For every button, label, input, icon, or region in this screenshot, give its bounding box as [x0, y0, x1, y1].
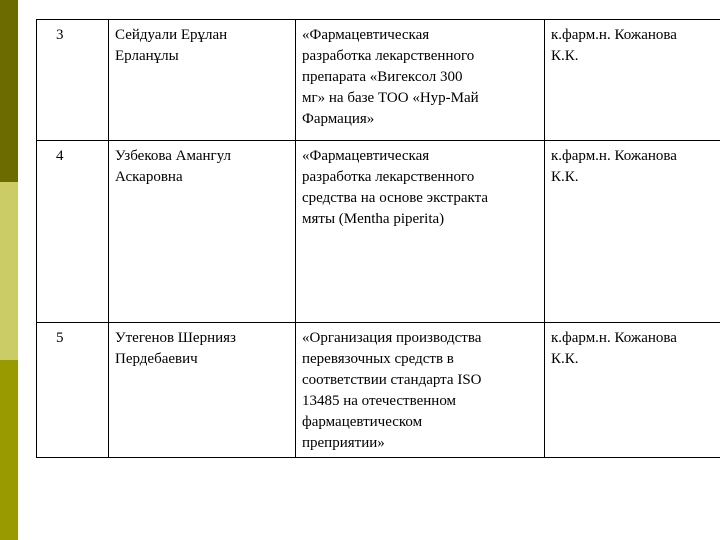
topic-line: соответствии стандарта ISO: [302, 372, 482, 388]
thesis-topic: [296, 141, 545, 323]
table-row: [37, 20, 720, 141]
students-table: [36, 19, 720, 458]
sidebar-stripe: [0, 0, 18, 540]
sidebar-segment-olive: [0, 360, 18, 540]
topic-line: мяты (Mentha piperita): [302, 211, 445, 227]
row-number: 3: [37, 20, 109, 141]
supervisor-line: К.К.: [551, 351, 579, 367]
student-name-line: Аскаровна: [115, 169, 183, 185]
topic-line: фармацевтическом: [302, 414, 423, 430]
sidebar-segment-dark: [0, 0, 18, 182]
student-name-line: Ерланұлы: [115, 48, 179, 64]
student-name: [109, 323, 296, 458]
supervisor-line: к.фарм.н. Кожанова: [551, 330, 677, 346]
supervisor-line: К.К.: [551, 169, 579, 185]
topic-line: «Фармацевтическая: [302, 27, 430, 43]
student-name: [109, 141, 296, 323]
student-name: [109, 20, 296, 141]
topic-line: 13485 на отечественном: [302, 393, 457, 409]
topic-line: мг» на базе ТОО «Нур-Май: [302, 90, 479, 106]
supervisor-line: К.К.: [551, 48, 579, 64]
topic-line: Фармация»: [302, 111, 375, 127]
supervisor: [545, 20, 720, 141]
student-name-line: Утегенов Шернияз: [115, 330, 236, 346]
row-number: 5: [37, 323, 109, 458]
table-row: [37, 323, 720, 458]
supervisor: [545, 323, 720, 458]
topic-line: разработка лекарственного: [302, 169, 475, 185]
topic-line: «Организация производства: [302, 330, 482, 346]
topic-line: средства на основе экстракта: [302, 190, 489, 206]
supervisor-line: к.фарм.н. Кожанова: [551, 27, 677, 43]
topic-line: перевязочных средств в: [302, 351, 454, 367]
topic-line: препарата «Вигексол 300: [302, 69, 463, 85]
thesis-topic: [296, 323, 545, 458]
student-name-line: Узбекова Амангул: [115, 148, 232, 164]
thesis-topic: [296, 20, 545, 141]
student-name-line: Пердебаевич: [115, 351, 198, 367]
topic-line: «Фармацевтическая: [302, 148, 430, 164]
topic-line: разработка лекарственного: [302, 48, 475, 64]
supervisor-line: к.фарм.н. Кожанова: [551, 148, 677, 164]
student-name-line: Сейдуали Ерұлан: [115, 27, 228, 43]
supervisor: [545, 141, 720, 323]
topic-line: преприятии»: [302, 435, 385, 451]
sidebar-segment-light: [0, 182, 18, 360]
row-number: 4: [37, 141, 109, 323]
table-row: [37, 141, 720, 323]
